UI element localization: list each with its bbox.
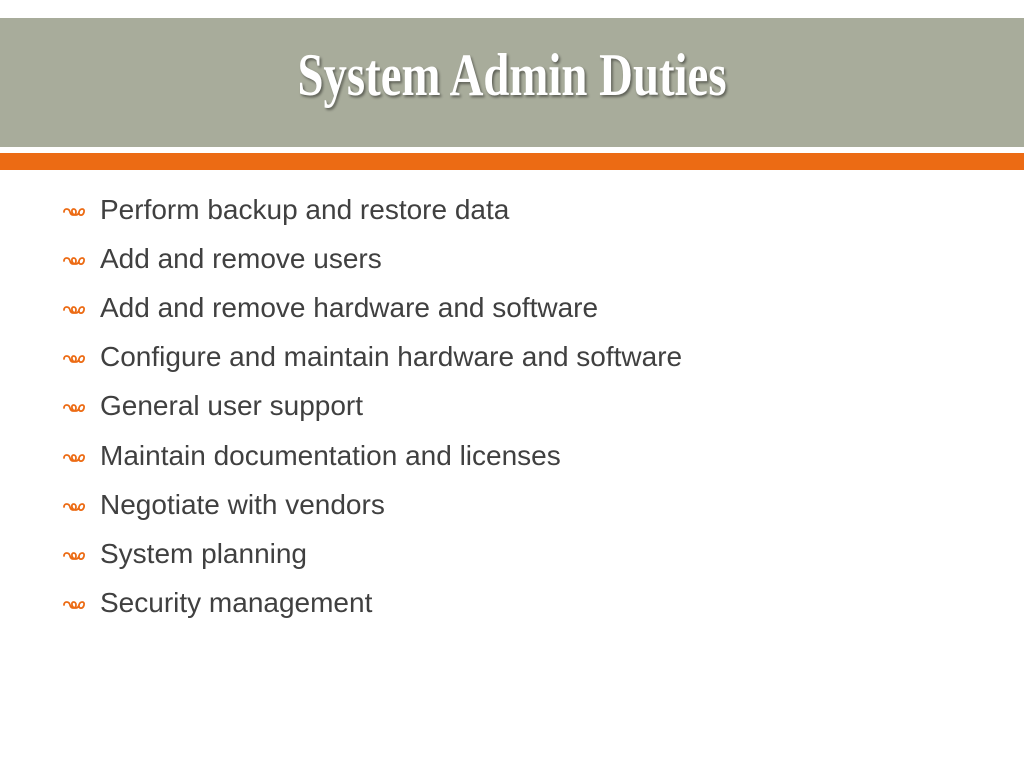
bullet-text: Security management [100,587,373,619]
swirl-bullet-icon [62,304,92,316]
bullet-list [62,185,682,628]
bullet-text: Add and remove hardware and software [100,291,599,323]
swirl-bullet-icon [62,599,92,611]
bullet-text: Negotiate with vendors [100,488,385,520]
bullet-item [62,283,682,332]
swirl-bullet-icon [62,550,92,562]
bullet-text: System planning [100,537,308,569]
bullet-text: Configure and maintain hardware and software [100,341,683,373]
bullet-item [62,529,682,578]
swirl-bullet-icon [62,206,92,218]
swirl-bullet-icon [62,501,92,513]
bullet-item [62,431,682,480]
accent-bar [0,153,1024,170]
bullet-text: General user support [100,390,364,422]
bullet-text: Add and remove users [100,242,382,274]
title-band [0,18,1024,147]
swirl-bullet-icon [62,452,92,464]
bullet-text: Perform backup and restore data [100,193,510,225]
swirl-bullet-icon [62,402,92,414]
bullet-text: Maintain documentation and licenses [100,439,561,471]
swirl-bullet-icon [62,353,92,365]
bullet-item [62,185,682,234]
bullet-item [62,382,682,431]
bullet-item [62,234,682,283]
swirl-bullet-icon [62,255,92,267]
slide-title: System Admin Duties [297,42,727,108]
bullet-item [62,333,682,382]
bullet-item [62,480,682,529]
bullet-item [62,579,682,628]
